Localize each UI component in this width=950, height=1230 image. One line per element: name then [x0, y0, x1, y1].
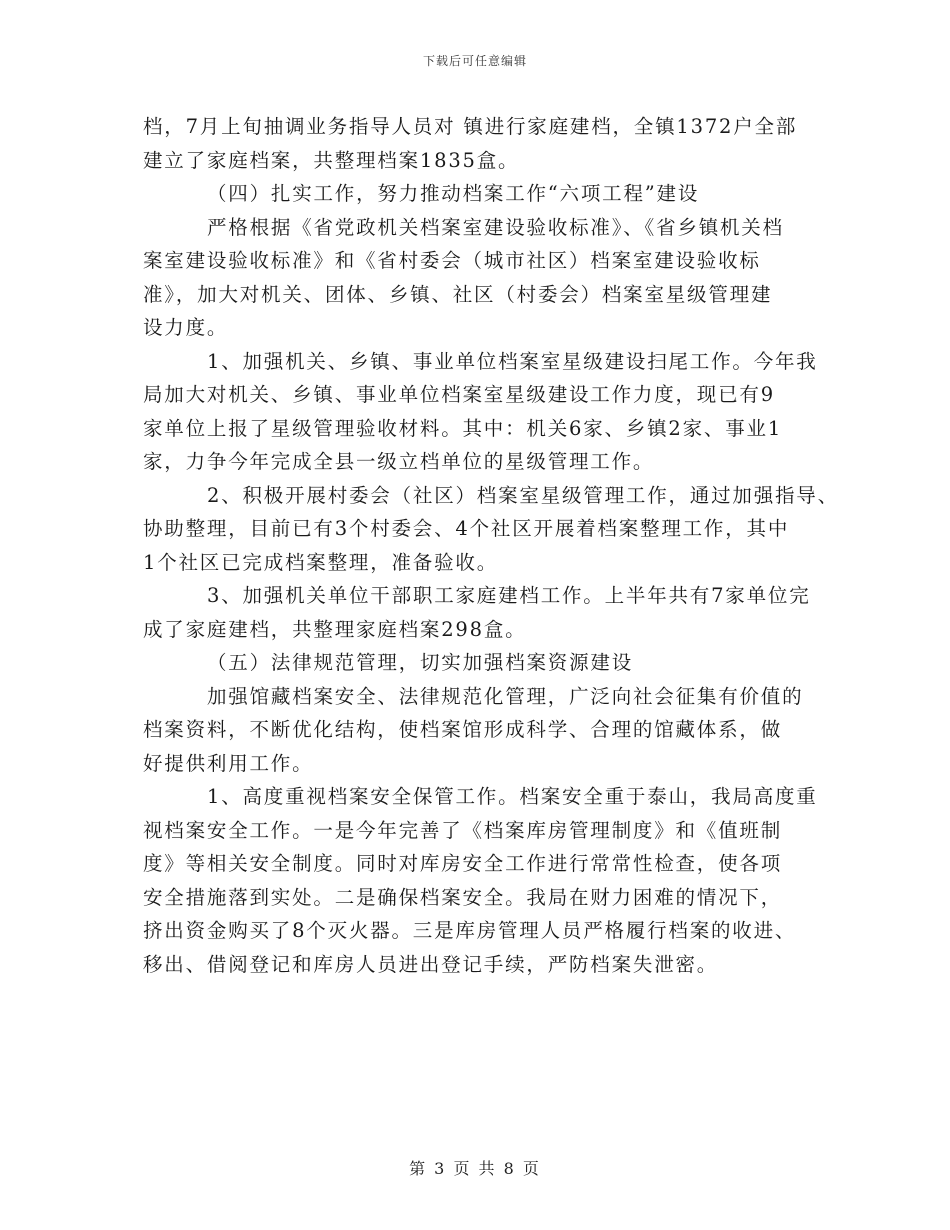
body-line: 档案资料，不断优化结构，使档案馆形成科学、合理的馆藏体系，做 — [143, 718, 783, 741]
body-line: 移出、借阅登记和库房人员进出登记手续，严防档案失泄密。 — [143, 952, 719, 976]
body-line: 加强馆藏档案安全、法律规范化管理，广泛向社会征集有价值的 — [143, 684, 804, 708]
body-line: 严格根据《省党政机关档案室建设验收标准》、《省乡镇机关档 — [143, 215, 784, 239]
body-line: 视档案安全工作。一是今年完善了《档案库房管理制度》和《值班制 — [143, 818, 783, 842]
body-line: 成了家庭建档，共整理家庭档案298盒。 — [143, 617, 527, 641]
body-line: 案室建设验收标准》和《省村委会（城市社区）档案室建设验收标 — [143, 249, 761, 272]
body-line: 家，力争今年完成全县一级立档单位的星级管理工作。 — [143, 450, 655, 473]
section-heading: （五）法律规范管理，切实加强档案资源建设 — [143, 651, 633, 674]
body-line: 好提供利用工作。 — [143, 751, 314, 775]
document-body — [143, 110, 839, 981]
body-line: 1、高度重视档案安全保管工作。档案安全重于泰山，我局高度重 — [143, 785, 818, 808]
body-line: 2、积极开展村委会（社区）档案室星级管理工作，通过加强指导、 — [143, 483, 839, 507]
body-line: 局加大对机关、乡镇、事业单位档案室星级建设工作力度，现已有9 — [143, 383, 775, 406]
body-line: 建立了家庭档案，共整理档案1835盒。 — [143, 148, 520, 172]
body-line: 档，7月上旬抽调业务指导人员对 镇进行家庭建档，全镇1372户全部 — [143, 115, 798, 138]
section-heading: （四）扎实工作，努力推动档案工作“六项工程”建设 — [143, 182, 700, 205]
body-line: 安全措施落到实处。二是确保档案安全。我局在财力困难的情况下， — [143, 885, 783, 909]
body-line: 家单位上报了星级管理验收材料。其中：机关6家、乡镇2家、事业1 — [143, 416, 783, 440]
body-line: 准》，加大对机关、团体、乡镇、社区（村委会）档案室星级管理建 — [143, 282, 773, 306]
page-header: 下载后可任意编辑 — [422, 54, 527, 68]
body-line: 1个社区已完成档案整理，准备验收。 — [143, 550, 499, 574]
body-line: 1、加强机关、乡镇、事业单位档案室星级建设扫尾工作。今年我 — [143, 349, 818, 373]
body-line: 设力度。 — [143, 316, 229, 339]
body-line: 挤出资金购买了8个灭火器。三是库房管理人员严格履行档案的收进、 — [143, 919, 797, 942]
body-line: 3、加强机关单位干部职工家庭建档工作。上半年共有7家单位完 — [143, 584, 811, 607]
body-line: 协助整理，目前已有3个村委会、4个社区开展着档案整理工作，其中 — [143, 517, 790, 540]
page-number: 第 3 页 共 8 页 — [409, 1159, 541, 1178]
body-line: 度》等相关安全制度。同时对库房安全工作进行常常性检查，使各项 — [143, 852, 783, 875]
